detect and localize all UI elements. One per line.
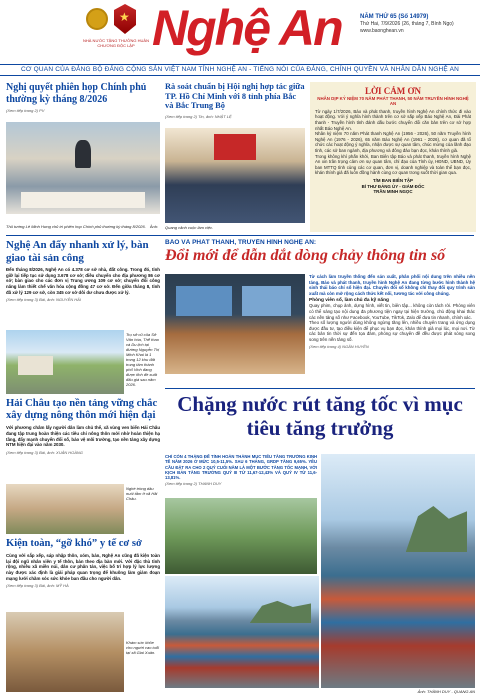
- article-hcmc-cooperation[interactable]: [165, 82, 305, 126]
- photo-caption-block: [6, 215, 160, 231]
- office-building-photo: [6, 330, 124, 394]
- seaport-aerial-photo-left: [165, 576, 319, 688]
- article-lead: Với phương châm lấy người dân làm chủ thể, xã vùng ven biển Hải Châu đang tập trung hoàn thiện các tiêu chí nông thôn mới nhờ hoàn thiện hạ tầng, đẩy mạnh chuyển đổi số, bảo vệ môi trường, tạo nền tảng xây dựng NTM hiện đại vào năm 2030.: [6, 425, 160, 448]
- article-lead: Cùng với sắp xếp, sáp nhập thôn, xóm, bản, Nghệ An cũng đã kiện toàn lại đội ngũ nhân viên y tế thôn, bản theo địa bàn mới. Với đặc thù tỉnh rộng, nhiều xã miền núi, dân cư phân tán, việc bố trí hợp lý lực lượng này được xác định là giải pháp quan trọng để khuông làm giảm đoạn mạng lưới chăm sóc sức khỏe ban đầu cho người dân.: [6, 553, 160, 581]
- notice-paragraph: Nhân kỷ niệm 70 năm Phát thanh Nghệ An (1956 - 2026), 50 năm Truyền hình Nghệ An (1976 - 2026), 65 năm Báo Nghệ An (1961 - 2026), cơ quan đã tổ chức các hoạt động ý nghĩa, nhận được sự quan tâm, chúc mừng của lãnh đạo tỉnh, các sở ban ngành, địa phương và đông đảo bạn đọc, khán thính giả.: [315, 131, 471, 153]
- health-checkup-photo: [6, 612, 124, 692]
- conference-hall-photo: [165, 128, 305, 223]
- masthead-tagline: CƠ QUAN CỦA ĐẢNG BỘ ĐẢNG CỘNG SẢN VIỆT NAM TỈNH NGHỆ AN - TIẾNG NÓI CỦA ĐẢNG, CHÍNH QUYỀN VÀ NHÂN DÂN NGHỆ AN: [0, 64, 480, 76]
- photo-caption: Nghề trồng dâu nuôi tằm ở xã Hải Châu.: [126, 486, 158, 501]
- article-byline: (Xem tiếp trang 4) NGÂN HUYỀN: [309, 343, 369, 349]
- notice-paragraph: Từ ngày 1/7/2026, Báo và phát thanh, truyền hình Nghệ An chính thức đi vào hoạt động. Với ý nghĩa hình thành trên cơ sở sắp xếp Báo Nghệ An, Đài Phát thanh - Truyền hình tỉnh đánh dấu bước chuyển đổi căn bản trên cơ sở hợp nhất Báo Nghệ An.: [315, 108, 471, 131]
- article-paragraph: Theo số lượng người dùng không ngừng tăng lên, nhiều chuyên trang và ứng dụng được đầu tư, tạo điều kiện để phục vụ bạn đọc, khán thính giả mọi lúc, mọi nơi. Từ các bản tin thời sự đến tọa đàm, phóng sự chuyên đề đều được phát sóng song song trên nền tảng số.: [309, 320, 475, 342]
- article-paragraph: Quay phim, chụp ảnh, dựng hình, viết tin, biên tập... không còn tách rời. Phóng viên có thể sáng tạo nội dung đa phương tiện ngay tại hiện trường, chủ động khai thác các nền tảng số như Facebook, YouTube, TikTok, Zalo để đưa tin nhanh, chính xác.: [309, 303, 475, 320]
- seaport-aerial-photo: [321, 454, 475, 688]
- article-digital-media[interactable]: [165, 239, 475, 271]
- notice-signer-title: T/M BAN BIÊN TẬP: [372, 177, 413, 183]
- factory-photo: [165, 498, 317, 574]
- website-link[interactable]: www.baonghean.vn: [360, 28, 404, 34]
- photo-credit: Ảnh:: [149, 224, 159, 229]
- notice-subtitle: NHÂN DỊP KỶ NIỆM 70 NĂM PHÁT THANH, 50 NĂM TRUYỀN HÌNH NGHỆ AN: [317, 96, 469, 107]
- article-digital-media-body: [309, 274, 475, 384]
- issue-info: [360, 14, 454, 35]
- order-medal-emblem-icon: [114, 4, 136, 34]
- notice-paragraph: Trong không khí phấn khởi, Ban Biên tập Báo và phát thanh, truyền hình Nghệ An xin trân trọng cảm ơn sự quan tâm, chỉ đạo của Tỉnh ủy, HĐND, UBND, Ủy ban MTTQ tỉnh cùng các cơ quan, đơn vị, doanh nghiệp và toàn thể bạn đọc, khán thính giả đã luôn đồng hành cùng cơ quan trong suốt thời gian qua.: [315, 153, 471, 176]
- photo-caption: Khám sức khỏe cho người cao tuổi tại xã Giai Xuân.: [126, 640, 159, 655]
- notice-signer-name: TRẦN MINH NGỌC: [373, 189, 413, 195]
- photo-caption-block: [165, 689, 475, 697]
- masthead: [0, 0, 480, 72]
- article-growth-target[interactable]: [165, 392, 475, 450]
- article-byline: (Xem tiếp trang 3) Bài, ảnh: NGUYỄN HẢI: [6, 297, 81, 303]
- silk-farming-photo: [6, 484, 124, 534]
- section-divider: [6, 235, 474, 236]
- article-byline: (Xem tiếp trang 3) Bài, ảnh: MỸ HÀ: [6, 583, 69, 589]
- photo-caption: Trụ sở cũ của Sở Văn hóa, Thể thao và Du lịch tại đường Nguyễn Thị Minh Khai là 1 trong 12 khu đất trung tâm thành phố Vinh đang được tỉnh đề xuất đấu giá sau năm 2026.: [126, 332, 160, 387]
- photo-caption: Thủ tướng Lê Minh Hưng chủ trì phiên họp Chính phủ thường kỳ tháng 8/2026.: [6, 224, 146, 229]
- emblem-caption: NHÀ NƯỚC TẶNG THƯỞNG HUÂN CHƯƠNG ĐỘC LẬP: [83, 38, 149, 48]
- article-byline: (Xem tiếp trang 2) PV: [6, 108, 45, 113]
- article-hai-chau[interactable]: [6, 398, 160, 482]
- article-grassroots-health[interactable]: [6, 538, 160, 610]
- article-title[interactable]: Nghệ An đẩy nhanh xử lý, bàn giao tài sản công: [6, 239, 149, 264]
- photo-caption-block: [165, 376, 305, 384]
- gold-medal-emblem-icon: [86, 8, 108, 30]
- article-title[interactable]: Nghị quyết phiên họp Chính phủ thường kỳ tháng 8/2026: [6, 82, 147, 105]
- article-lead: Từ cách làm truyền thống đến sản xuất, phân phối nội dung trên nhiều nền tảng, Báo và phát thanh, truyền hình Nghệ An đang từng bước hình thành hệ sinh thái báo chí số hiện đại. Chuyển đổi số không chỉ thay đổi quy trình sản xuất mà còn mở rộng cách thức kết nối, tương tác với công chúng.: [309, 274, 475, 296]
- notice-title: LỜI CẢM ƠN: [365, 86, 421, 96]
- article-title[interactable]: Chặng nước rút tăng tốc vì mục tiêu tăng trưởng: [177, 392, 463, 440]
- article-byline: (Xem tiếp trang 2) Tin, ảnh: NHẬT LỆ: [165, 113, 232, 119]
- control-room-photo: [165, 274, 305, 374]
- section-divider: [165, 388, 475, 389]
- article-growth-lead: [165, 454, 317, 494]
- article-title[interactable]: Rà soát chuẩn bị Hội nghị hợp tác giữa TP. Hồ Chí Minh với 8 tỉnh phía Bắc và Bắc Trung Bộ: [165, 82, 305, 111]
- newspaper-logo[interactable]: Nghệ An: [152, 0, 342, 56]
- issue-number: NĂM THỨ 65 (Số 14979): [360, 14, 429, 20]
- article-kicker: BÁO VÀ PHÁT THANH, TRUYỀN HÌNH NGHỆ AN:: [165, 239, 317, 246]
- article-lead: CHỈ CÒN 4 THÁNG ĐỂ TỈNH HOÀN THÀNH MỤC TIÊU TĂNG TRƯỞNG KINH TẾ NĂM 2026 Ở MỨC 10,5-11,5%. SAU 6 THÁNG, GRDP TĂNG 9,65%. YÊU CẦU ĐẶT RA CHO 2 QUÝ CUỐI NĂM LÀ MỘT BƯỚC TĂNG TỐC MẠNH, VỚI KỊCH BẢN TĂNG TRƯỞNG QUÝ III TỪ 11,67-12,43% VÀ QUÝ IV TỪ 11,6-13,81%.: [165, 454, 317, 481]
- article-lead: Đến tháng 8/2026, Nghệ An có 4.378 cơ sở nhà, đất công. Trong đó, tỉnh giữ lại tiếp tục sử dụng 3.678 cơ sở; điều chuyển cho địa phương 86 cơ sở; bàn giao cho các đơn vị Trung ương 109 cơ sở; chuyển đổi công năng làm thiết chế văn hóa cộng đồng 47 cơ sở. Đến giữa tháng 8, tỉnh đã xử lý 129 cơ sở, còn 345 cơ sở dôi dư chưa được xử lý.: [6, 267, 160, 295]
- photo-credit: Ảnh: THÀNH DUY - QUANG AN: [417, 689, 475, 694]
- thank-you-notice: [310, 82, 476, 232]
- article-title[interactable]: Đổi mới để dẫn dắt dòng chảy thông tin số: [165, 247, 446, 264]
- article-title[interactable]: Kiện toàn, “gỡ khó” y tế cơ sở: [6, 538, 142, 549]
- article-subhead: Phòng viên số, làm chủ đa kỹ năng: [309, 298, 389, 304]
- article-byline: (Xem tiếp trang 2) THANH DUY: [165, 481, 222, 487]
- meeting-photo: [6, 122, 160, 214]
- article-title[interactable]: Hải Châu tạo nền tảng vững chắc xây dựng nông thôn mới hiện đại: [6, 398, 158, 422]
- notice-signer-role: BÍ THƯ ĐẢNG ỦY - GIÁM ĐỐC: [361, 183, 425, 189]
- photo-caption: Quang cảnh cuộc làm việc.: [165, 225, 214, 230]
- article-byline: (Xem tiếp trang 3) Bài, ảnh: XUÂN HOÀNG: [6, 449, 83, 455]
- issue-date: Thứ Hai, 7/9/2026 (26, tháng 7, Bính Ngọ): [360, 21, 454, 27]
